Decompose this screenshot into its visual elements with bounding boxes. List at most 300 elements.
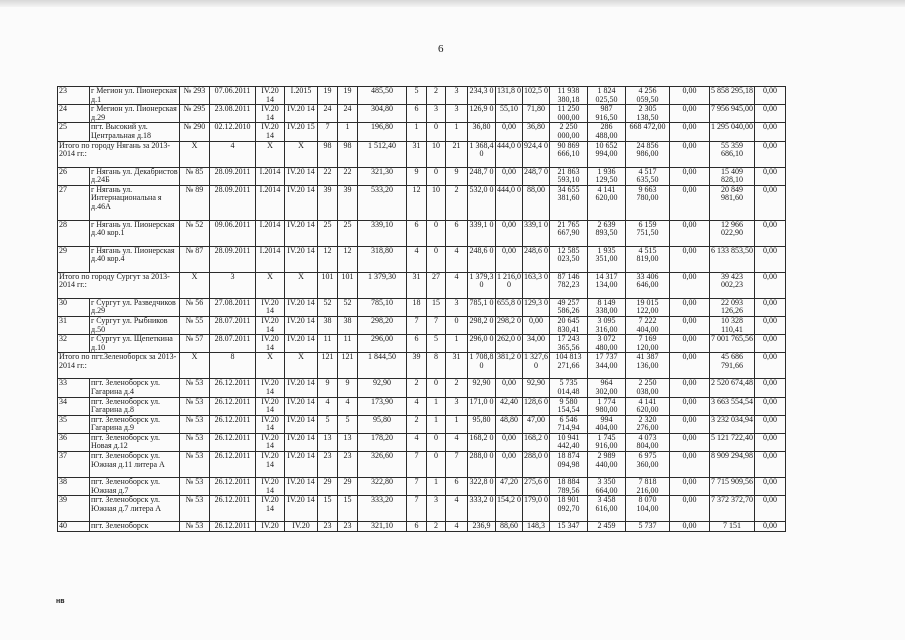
table-cell: 3 [427, 105, 446, 123]
table-cell: 55,10 [496, 105, 523, 123]
table-cell: 178,20 [358, 433, 407, 451]
table-cell: 27 [58, 185, 90, 220]
table-cell: 23 [338, 452, 358, 478]
table-cell: 298,20 [358, 316, 407, 334]
table-cell: 7 818 216,00 [626, 478, 670, 496]
table-cell: 785,10 [358, 298, 407, 316]
table-cell: 0,00 [670, 496, 710, 522]
table-cell: 0,00 [755, 397, 786, 415]
table-cell: 0,00 [496, 246, 523, 272]
table-cell: 10 [427, 185, 446, 220]
table-cell: 6 546 714,94 [550, 415, 588, 433]
table-cell: 381,2 0 [496, 353, 523, 379]
table-cell: IV.20 14 [285, 452, 318, 478]
table-cell: X [180, 353, 210, 379]
table-cell: 0,00 [670, 522, 710, 532]
table-row [58, 141, 786, 167]
table-cell: 26.12.2011 [210, 415, 256, 433]
table-cell: 15 409 828,10 [710, 167, 755, 185]
table-cell: 3 663 554,54 [710, 397, 755, 415]
table-cell: 24 [318, 105, 338, 123]
table-cell: 339,10 [358, 220, 407, 246]
table-cell: 26.12.2011 [210, 496, 256, 522]
table-cell: 55 359 686,10 [710, 141, 755, 167]
table-cell: X [285, 272, 318, 298]
table-cell: 4 256 059,50 [626, 87, 670, 105]
table-cell: 1 327,6 0 [523, 353, 550, 379]
table-cell: 104 813 271,66 [550, 353, 588, 379]
table-cell: 0,00 [755, 123, 786, 141]
table-cell: 39 [58, 496, 90, 522]
table-cell: пгт. Зеленоборск ул. Гагарина д.8 [90, 397, 180, 415]
table-cell: 23 [58, 87, 90, 105]
table-cell: 0,00 [755, 87, 786, 105]
table-cell: IV.20 14 [285, 478, 318, 496]
table-cell: 8 149 338,00 [588, 298, 626, 316]
table-cell: 924,4 0 [523, 141, 550, 167]
table-cell: 47,20 [496, 478, 523, 496]
table-cell: пгт. Зеленоборск ул. Южная д.11 литера А [90, 452, 180, 478]
table-cell: 5 858 295,18 [710, 87, 755, 105]
table-cell: IV.20 14 [285, 105, 318, 123]
table-cell: 7 [446, 452, 468, 478]
table-cell: 4 [210, 141, 256, 167]
table-cell: пгт. Зеленоборск ул. Гагарина д.9 [90, 415, 180, 433]
table-cell: 17 243 365,56 [550, 335, 588, 353]
subtotal-label-cell: Итого по городу Нягань за 2013-2014 гг.: [58, 141, 180, 167]
table-cell: IV.20 14 [285, 496, 318, 522]
table-cell: 322,80 [358, 478, 407, 496]
table-cell: IV.20 14 [256, 496, 285, 522]
table-row [58, 397, 786, 415]
table-cell: IV.20 14 [285, 397, 318, 415]
table-cell: 1 [427, 397, 446, 415]
table-cell: 24 856 986,00 [626, 141, 670, 167]
table-cell: г Мегион ул. Пионерская д.29 [90, 105, 180, 123]
table-cell: 0,00 [496, 123, 523, 141]
table-cell: 98 [318, 141, 338, 167]
table-cell: 2 [446, 185, 468, 220]
table-cell: пгт. Высокий ул. Центральная д.18 [90, 123, 180, 141]
table-cell: 7 [407, 478, 427, 496]
table-cell: № 290 [180, 123, 210, 141]
table-cell: 7 [318, 123, 338, 141]
table-cell: 6 [407, 105, 427, 123]
table-cell: 2 320 276,00 [626, 415, 670, 433]
table-cell: 23 [338, 522, 358, 532]
table-cell: 1 [446, 415, 468, 433]
table-cell: 4 [407, 246, 427, 272]
table-cell: 994 404,00 [588, 415, 626, 433]
table-cell: 15 [338, 496, 358, 522]
table-cell: 39 [338, 185, 358, 220]
table-cell: IV.20 14 [256, 379, 285, 397]
table-cell: IV.20 14 [256, 397, 285, 415]
table-cell: 5 737 [626, 522, 670, 532]
table-cell: 26.12.2011 [210, 522, 256, 532]
table-cell: 1 [407, 123, 427, 141]
table-cell: 6 133 853,50 [710, 246, 755, 272]
table-cell: X [180, 272, 210, 298]
table-cell: X [256, 141, 285, 167]
table-cell: 15 347 [550, 522, 588, 532]
table-cell: 131,8 0 [496, 87, 523, 105]
table-cell: 5 [338, 415, 358, 433]
table-cell: 2 250 000,00 [550, 123, 588, 141]
table-cell: 31 [407, 141, 427, 167]
table-cell: 444,0 0 [496, 185, 523, 220]
table-cell: 11 938 380,18 [550, 87, 588, 105]
table-cell: IV.20 14 [256, 87, 285, 105]
table-cell: I.2014 [256, 167, 285, 185]
table-cell: 1 936 129,50 [588, 167, 626, 185]
table-cell: 1 295 040,00 [710, 123, 755, 141]
table-cell: 25 [58, 123, 90, 141]
table-cell: IV.20 14 [285, 433, 318, 451]
subtotal-label-cell: Итого по пгт.Зеленоборск за 2013-2014 гг.: [58, 353, 180, 379]
table-row [58, 167, 786, 185]
table-cell: 11 [338, 335, 358, 353]
table-cell: 92,90 [468, 379, 496, 397]
table-row [58, 220, 786, 246]
table-cell: 95,80 [468, 415, 496, 433]
table-cell: 1 379,3 0 [468, 272, 496, 298]
table-cell: 23 [318, 522, 338, 532]
table-cell: 2 459 [588, 522, 626, 532]
table-cell: 13 [318, 433, 338, 451]
table-cell: 7 372 372,70 [710, 496, 755, 522]
table-cell: 9 [318, 379, 338, 397]
table-cell: 0,00 [670, 87, 710, 105]
table-cell: 71,80 [523, 105, 550, 123]
table-row [58, 335, 786, 353]
table-cell: 9 580 154,54 [550, 397, 588, 415]
table-cell: 19 [318, 87, 338, 105]
table-cell: 4 [318, 397, 338, 415]
table-cell: X [256, 353, 285, 379]
table-cell: 154,2 0 [496, 496, 523, 522]
table-cell: 987 916,50 [588, 105, 626, 123]
table-cell: 11 [318, 335, 338, 353]
table-cell: 32 [58, 335, 90, 353]
table-cell: 3 [446, 105, 468, 123]
table-cell: 126,9 0 [468, 105, 496, 123]
table-cell: 485,50 [358, 87, 407, 105]
table-cell: 28 [58, 220, 90, 246]
table-cell: 248,6 0 [468, 246, 496, 272]
table-cell: пгт. Зеленоборск ул. Гагарина д.4 [90, 379, 180, 397]
table-cell: 4 [446, 522, 468, 532]
table-cell: 19 015 122,00 [626, 298, 670, 316]
table-cell: № 295 [180, 105, 210, 123]
table-cell: IV.20 [256, 522, 285, 532]
table-cell: 12 [407, 185, 427, 220]
table-cell: 10 328 110,41 [710, 316, 755, 334]
table-row [58, 379, 786, 397]
table-cell: IV.20 14 [256, 335, 285, 353]
table-cell: 1 [446, 123, 468, 141]
table-cell: IV.20 14 [256, 316, 285, 334]
table-cell: 23 [318, 452, 338, 478]
table-cell: № 53 [180, 522, 210, 532]
table-cell: 09.06.2011 [210, 220, 256, 246]
table-cell: IV.20 14 [285, 185, 318, 220]
table-cell: 3 [446, 397, 468, 415]
table-cell: 29 [338, 478, 358, 496]
table-cell: 179,0 0 [523, 496, 550, 522]
table-cell: 12 966 022,90 [710, 220, 755, 246]
table-cell: 31 [407, 272, 427, 298]
scan-edge [0, 0, 905, 7]
table-cell: 3 [446, 87, 468, 105]
table-cell: № 52 [180, 220, 210, 246]
table-cell: 18 884 789,56 [550, 478, 588, 496]
table-cell: 7 [427, 316, 446, 334]
table-cell: 248,7 0 [523, 167, 550, 185]
table-cell: 14 317 134,00 [588, 272, 626, 298]
table-cell: 52 [318, 298, 338, 316]
table-cell: 0,00 [755, 452, 786, 478]
subtotal-label-cell: Итого по городу Сургут за 2013-2014 гг.: [58, 272, 180, 298]
table-cell: 248,7 0 [468, 167, 496, 185]
housing-register-table [57, 86, 786, 532]
table-cell: 5 [427, 335, 446, 353]
table-cell: 0,00 [670, 316, 710, 334]
table-cell: 39 [407, 353, 427, 379]
table-cell: 7 956 945,00 [710, 105, 755, 123]
table-cell: 3 [210, 272, 256, 298]
table-cell: 2 250 038,00 [626, 379, 670, 397]
table-cell: 4 141 620,00 [626, 397, 670, 415]
table-cell: 0,00 [496, 433, 523, 451]
table-cell: 0,00 [670, 415, 710, 433]
table-cell: 26.12.2011 [210, 433, 256, 451]
table-cell: 10 941 442,40 [550, 433, 588, 451]
table-cell: X [285, 353, 318, 379]
table-cell: 1 774 980,00 [588, 397, 626, 415]
table-cell: 26.12.2011 [210, 379, 256, 397]
table-cell: 33 406 646,00 [626, 272, 670, 298]
table-cell: 6 [446, 478, 468, 496]
table-row [58, 496, 786, 522]
table-cell: 0,00 [670, 246, 710, 272]
table-cell: 13 [338, 433, 358, 451]
table-cell: 33 [58, 379, 90, 397]
table-cell: 29 [58, 246, 90, 272]
table-cell: 25 [338, 220, 358, 246]
table-cell: IV.20 14 [256, 433, 285, 451]
table-cell: 52 [338, 298, 358, 316]
table-cell: 0,00 [755, 246, 786, 272]
table-cell: 296,00 [358, 335, 407, 353]
table-cell: 28.07.2011 [210, 316, 256, 334]
table-cell: 0,00 [755, 433, 786, 451]
table-cell: 339,1 0 [523, 220, 550, 246]
table-cell: 7 [407, 496, 427, 522]
table-cell: 339,1 0 [468, 220, 496, 246]
table-cell: 148,3 [523, 522, 550, 532]
table-cell: 0,00 [755, 415, 786, 433]
table-cell: № 53 [180, 415, 210, 433]
table-cell: 655,8 0 [496, 298, 523, 316]
table-cell: IV.20 14 [256, 105, 285, 123]
table-row [58, 452, 786, 478]
table-cell: 0,00 [670, 298, 710, 316]
table-cell: 0,00 [755, 379, 786, 397]
table-cell: 35 [58, 415, 90, 433]
table-cell: 0,00 [496, 220, 523, 246]
table-cell: IV.20 14 [285, 415, 318, 433]
table-cell: 0,00 [755, 105, 786, 123]
table-cell: 4 515 819,00 [626, 246, 670, 272]
table-cell: 26.12.2011 [210, 452, 256, 478]
table-cell: 26.12.2011 [210, 478, 256, 496]
table-cell: 02.12.2010 [210, 123, 256, 141]
table-row [58, 522, 786, 532]
table-cell: 7 001 765,56 [710, 335, 755, 353]
page-number: 6 [438, 43, 444, 55]
table-cell: 39 423 002,23 [710, 272, 755, 298]
table-cell: 8 909 294,98 [710, 452, 755, 478]
table-cell: 236,9 [468, 522, 496, 532]
table-cell: № 57 [180, 335, 210, 353]
footer-mark: нв [56, 598, 65, 605]
table-cell: 2 [446, 379, 468, 397]
table-cell: 34 655 381,60 [550, 185, 588, 220]
table-cell: 0 [427, 246, 446, 272]
table-cell: № 87 [180, 246, 210, 272]
table-cell: 0,00 [670, 123, 710, 141]
table-cell: 9 [446, 167, 468, 185]
table-cell: 288,0 0 [523, 452, 550, 478]
table-cell: 28.09.2011 [210, 185, 256, 220]
table-cell: 163,3 0 [523, 272, 550, 298]
table-cell: 7 169 120,00 [626, 335, 670, 353]
table-cell: 0,00 [670, 105, 710, 123]
table-cell: 0,00 [755, 522, 786, 532]
table-cell: 26 [58, 167, 90, 185]
table-cell: № 53 [180, 433, 210, 451]
table-cell: I.2014 [256, 185, 285, 220]
table-cell: X [180, 141, 210, 167]
table-cell: 17 737 344,00 [588, 353, 626, 379]
table-cell: 6 159 751,50 [626, 220, 670, 246]
table-cell: 11 250 000,00 [550, 105, 588, 123]
table-cell: 196,80 [358, 123, 407, 141]
table-cell: 0,00 [670, 167, 710, 185]
table-cell: 3 095 316,00 [588, 316, 626, 334]
table-cell: 0,00 [670, 379, 710, 397]
table-cell: 19 [338, 87, 358, 105]
table-cell: 38 [58, 478, 90, 496]
table-cell: 9 663 780,00 [626, 185, 670, 220]
table-cell: 8 [210, 353, 256, 379]
table-cell: 288,0 0 [468, 452, 496, 478]
table-cell: 0,00 [670, 272, 710, 298]
table-cell: 20 849 981,60 [710, 185, 755, 220]
table-cell: 7 715 909,56 [710, 478, 755, 496]
table-cell: 25 [318, 220, 338, 246]
table-cell: № 53 [180, 452, 210, 478]
table-cell: 326,60 [358, 452, 407, 478]
table-cell: 39 [318, 185, 338, 220]
table-cell: 0 [427, 167, 446, 185]
table-cell: 2 520 674,48 [710, 379, 755, 397]
table-cell: 9 [407, 167, 427, 185]
table-cell: 36 [58, 433, 90, 451]
table-cell: 0,00 [755, 167, 786, 185]
table-cell: 36,80 [523, 123, 550, 141]
table-cell: 0 [427, 433, 446, 451]
table-cell: 49 257 586,26 [550, 298, 588, 316]
table-cell: 0,00 [670, 220, 710, 246]
table-cell: 286 488,00 [588, 123, 626, 141]
table-cell: 171,0 0 [468, 397, 496, 415]
table-cell: IV.20 15 [285, 123, 318, 141]
table-cell: 0,00 [670, 478, 710, 496]
table-cell: 0,00 [755, 185, 786, 220]
table-cell: 2 [407, 415, 427, 433]
table-cell: № 53 [180, 379, 210, 397]
table-cell: 0,00 [755, 353, 786, 379]
table-cell: 3 458 616,00 [588, 496, 626, 522]
table-cell: 41 387 136,00 [626, 353, 670, 379]
table-cell: 1 216,0 0 [496, 272, 523, 298]
table-cell: 21 765 667,90 [550, 220, 588, 246]
table-cell: 30 [58, 298, 90, 316]
table-cell: 1 844,50 [358, 353, 407, 379]
table-cell: 4 [446, 496, 468, 522]
table-cell: 4 [446, 246, 468, 272]
table-cell: 27 [427, 272, 446, 298]
table-cell: 121 [338, 353, 358, 379]
table-cell: 47,00 [523, 415, 550, 433]
table-cell: 3 [427, 496, 446, 522]
table-cell: 444,0 0 [496, 141, 523, 167]
table-row [58, 185, 786, 220]
table-row [58, 478, 786, 496]
table-cell: № 89 [180, 185, 210, 220]
table-cell: 10 652 994,00 [588, 141, 626, 167]
table-cell: 23.08.2011 [210, 105, 256, 123]
table-cell: 87 146 782,23 [550, 272, 588, 298]
table-cell: 262,0 0 [496, 335, 523, 353]
table-cell: IV.20 14 [285, 220, 318, 246]
table-cell: I.2014 [256, 220, 285, 246]
table-row [58, 246, 786, 272]
table-cell: 92,90 [523, 379, 550, 397]
table-cell: 18 [407, 298, 427, 316]
table-cell: 6 975 360,00 [626, 452, 670, 478]
table-cell: 31 [446, 353, 468, 379]
table-cell: IV.20 14 [256, 415, 285, 433]
table-cell: 964 302,00 [588, 379, 626, 397]
table-cell: 36,80 [468, 123, 496, 141]
table-cell: 7 151 [710, 522, 755, 532]
table-cell: IV.20 14 [285, 246, 318, 272]
table-cell: 21 863 593,10 [550, 167, 588, 185]
table-cell: г Сургут ул. Рыбников д.50 [90, 316, 180, 334]
table-cell: IV.20 14 [256, 123, 285, 141]
table-cell: 24 [58, 105, 90, 123]
table-cell: 0,00 [755, 272, 786, 298]
table-cell: 90 869 666,10 [550, 141, 588, 167]
table-cell: 102,5 0 [523, 87, 550, 105]
table-cell: 22 [318, 167, 338, 185]
table-row [58, 353, 786, 379]
table-cell: 0,00 [755, 316, 786, 334]
table-cell: 40 [58, 522, 90, 532]
